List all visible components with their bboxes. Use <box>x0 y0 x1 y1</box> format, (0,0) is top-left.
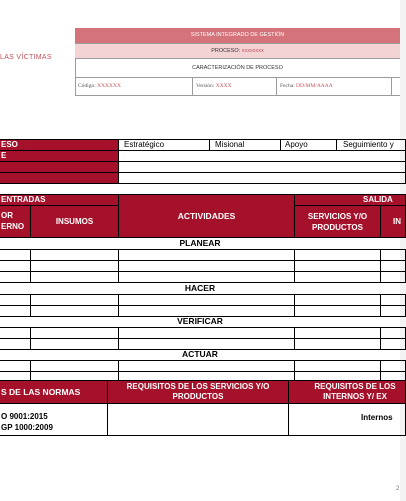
phase-verificar: VERIFICAR <box>177 316 223 326</box>
internal-requirements-label: REQUISITOS DE LOS INTERNOS Y/ EX <box>314 382 396 401</box>
proveedor-line1: OR <box>1 211 13 220</box>
servicios-label: SERVICIOS Y/O PRODUCTOS <box>307 211 368 232</box>
internal-requirements-cell <box>288 403 406 436</box>
code-field <box>78 77 121 95</box>
proveedor-header <box>0 205 31 238</box>
process-row <box>75 44 400 58</box>
version-value: XXXX <box>215 83 232 89</box>
phase-actuar: ACTUAR <box>182 349 218 359</box>
salidas-label: SALIDA <box>363 195 393 204</box>
norms-header <box>0 380 108 404</box>
date-field <box>280 77 333 95</box>
logo-text: LAS VÍCTIMAS <box>0 54 52 61</box>
phase-hacer: HACER <box>184 283 216 293</box>
process-label: PROCESO: <box>211 48 241 54</box>
type-label: Apoyo <box>285 140 308 149</box>
logo <box>0 28 76 96</box>
grid-cell <box>380 271 406 283</box>
code-value: XXXXXX <box>97 83 121 89</box>
insumos-label: INSUMOS <box>55 217 94 226</box>
actividades-label: ACTIVIDADES <box>177 211 236 221</box>
type-label: Misional <box>215 140 245 149</box>
date-value: DD/MM/AAAA <box>296 83 333 89</box>
phase-planear: PLANEAR <box>179 238 221 248</box>
process-value: xxxxxxxx <box>241 48 264 54</box>
service-requirements-label: REQUISITOS DE LOS SERVICIOS Y/O PRODUCTOS <box>126 382 270 401</box>
type-label: Seguimiento y <box>343 140 394 149</box>
version-label: Versión: <box>196 83 215 89</box>
system-title: SISTEMA INTEGRADO DE GESTIÓN <box>75 28 400 43</box>
process-row4-cell <box>0 172 119 184</box>
process-row1-label: ESO <box>1 140 18 149</box>
proveedor-line2: ERNO <box>1 222 25 231</box>
document-header <box>0 28 400 96</box>
norm-ntcgp-1000: GP 1000:2009 <box>1 423 53 432</box>
grid-cell <box>294 271 381 283</box>
internal-requirements-header <box>288 380 406 404</box>
actividades-header <box>118 194 295 238</box>
internos-label: Internos <box>361 413 393 422</box>
entradas-label: ENTRADAS <box>1 195 46 204</box>
grid-cell <box>0 271 31 283</box>
service-requirements-cell <box>107 403 289 436</box>
truncated-header <box>380 205 406 238</box>
process-row2-label: E <box>1 151 7 160</box>
grid-cell <box>118 271 295 283</box>
service-requirements-header <box>107 380 289 404</box>
type-label: Estratégico <box>124 140 165 149</box>
version-field <box>196 77 232 95</box>
page-footer-mark: 2 <box>396 486 400 492</box>
insumos-header <box>30 205 119 238</box>
servicios-header <box>294 205 381 238</box>
truncated-label: IN <box>393 217 401 226</box>
norms-list-cell <box>0 403 108 436</box>
grid-cell <box>30 271 119 283</box>
date-label: Fecha: <box>280 83 295 89</box>
process-row4-value <box>118 172 406 184</box>
norm-iso-9001: O 9001:2015 <box>1 412 48 421</box>
characterization-title: CARACTERIZACIÓN DE PROCESO <box>192 65 283 71</box>
norms-header-label: S DE LAS NORMAS <box>1 387 81 397</box>
code-label: Código: <box>78 83 96 89</box>
